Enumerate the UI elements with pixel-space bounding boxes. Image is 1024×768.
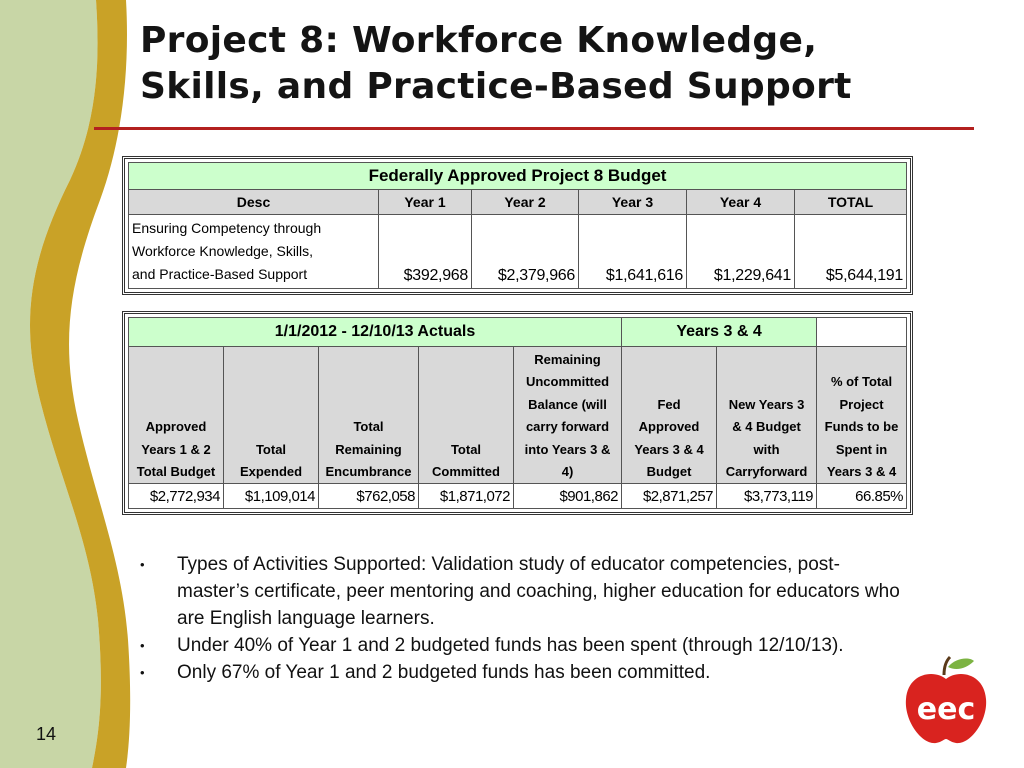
percent-spent-value: 66.85% <box>817 484 907 509</box>
fed-approved-y34-header <box>622 347 717 484</box>
header-line: with <box>753 441 780 457</box>
header-line: Fed <box>657 396 681 412</box>
bullet-dot: • <box>140 557 145 572</box>
header-line: Carryforward <box>725 464 808 480</box>
budget-total-value: $5,644,191 <box>795 215 907 289</box>
uncommitted-balance-value: $901,862 <box>514 484 622 509</box>
bullet-dot: • <box>140 665 145 680</box>
budget-header-year2: Year 2 <box>472 190 579 215</box>
header-line: Committed <box>432 464 500 480</box>
bullet-dot: • <box>140 638 145 653</box>
header-line: carry forward <box>525 419 610 435</box>
desc-line: and Practice-Based Support <box>132 266 308 282</box>
budget-header-year3: Year 3 <box>579 190 687 215</box>
budget-header-desc: Desc <box>129 190 379 215</box>
header-line: Approved <box>145 419 207 435</box>
header-line: Remaining <box>534 352 601 367</box>
title-line-1: Project 8: Workforce Knowledge, <box>140 20 818 61</box>
header-line: Remaining <box>335 441 402 457</box>
budget-year1-value: $392,968 <box>379 215 472 289</box>
header-line: Total <box>353 419 384 435</box>
budget-header-year1: Year 1 <box>379 190 472 215</box>
header-line: Total <box>450 441 482 457</box>
page-title <box>140 18 852 110</box>
header-line: Total <box>255 441 287 457</box>
desc-line: Workforce Knowledge, Skills, <box>132 243 314 259</box>
header-line: Uncommitted <box>525 374 610 390</box>
header-line: Years 3 & 4 <box>634 441 704 457</box>
total-committed-header <box>419 347 514 484</box>
budget-year3-value: $1,641,616 <box>579 215 687 289</box>
header-line: Approved <box>638 419 700 435</box>
header-line: into Years 3 & <box>524 441 611 457</box>
header-line: Years 3 & 4 <box>826 464 897 480</box>
budget-header-year4: Year 4 <box>687 190 795 215</box>
header-line: 4) <box>561 464 574 480</box>
actuals-group-header: 1/1/2012 - 12/10/13 Actuals <box>129 318 622 347</box>
budget-table <box>128 162 907 289</box>
uncommitted-balance-header <box>514 347 622 484</box>
page-number: 14 <box>36 724 57 744</box>
header-line: Budget <box>646 464 692 480</box>
title-line-2: Skills, and Practice-Based Support <box>140 66 852 107</box>
sidebar-decoration <box>0 0 140 768</box>
budget-year4-value: $1,229,641 <box>687 215 795 289</box>
approved-y12-value: $2,772,934 <box>129 484 224 509</box>
years34-group-header: Years 3 & 4 <box>622 318 817 347</box>
new-y34-budget-header <box>717 347 817 484</box>
header-line: Spent in <box>835 441 888 457</box>
bullet-item <box>140 632 900 659</box>
fed-approved-y34-value: $2,871,257 <box>622 484 717 509</box>
budget-year2-value: $2,379,966 <box>472 215 579 289</box>
header-line: Years 1 & 2 <box>141 441 211 457</box>
header-line: Funds to be <box>824 419 899 435</box>
bullet-item <box>140 551 900 632</box>
header-line: % of Total <box>830 374 893 390</box>
approved-y12-header <box>129 347 224 484</box>
desc-line: Ensuring Competency through <box>132 220 322 236</box>
new-y34-budget-value: $3,773,119 <box>717 484 817 509</box>
bullet-text: Only 67% of Year 1 and 2 budgeted funds has been committed. <box>177 662 711 683</box>
percent-spent-header <box>817 347 907 484</box>
logo-leaf-icon <box>948 659 974 669</box>
total-expended-header <box>224 347 319 484</box>
actuals-header-row <box>129 347 907 484</box>
title-divider <box>94 127 974 130</box>
actuals-table-frame <box>122 311 913 515</box>
bullet-text: Types of Activities Supported: Validation study of educator competencies, post-master’s certificate, peer mentoring and coaching, higher education for educators who are English language learners. <box>177 554 900 629</box>
header-line: New Years 3 <box>728 396 805 412</box>
total-committed-value: $1,871,072 <box>419 484 514 509</box>
actuals-table <box>128 317 907 509</box>
budget-table-frame <box>122 156 913 295</box>
header-line: Balance (will <box>528 396 607 412</box>
remaining-encumbrance-header <box>319 347 419 484</box>
header-line: Project <box>839 396 884 412</box>
header-line: Expended <box>239 464 303 480</box>
header-line: Total Budget <box>136 464 216 480</box>
bullet-list <box>140 551 900 686</box>
budget-header-total: TOTAL <box>795 190 907 215</box>
bullet-item <box>140 659 900 686</box>
total-expended-value: $1,109,014 <box>224 484 319 509</box>
bullet-text: Under 40% of Year 1 and 2 budgeted funds has been spent (through 12/10/13). <box>177 635 844 656</box>
logo-text: eec <box>916 692 976 727</box>
header-line: & 4 Budget <box>732 419 801 435</box>
header-line: Encumbrance <box>325 464 412 480</box>
remaining-encumbrance-value: $762,058 <box>319 484 419 509</box>
budget-table-title: Federally Approved Project 8 Budget <box>129 163 907 190</box>
group-header-blank <box>817 318 907 347</box>
eec-logo <box>900 655 992 747</box>
budget-row-desc <box>129 215 379 289</box>
